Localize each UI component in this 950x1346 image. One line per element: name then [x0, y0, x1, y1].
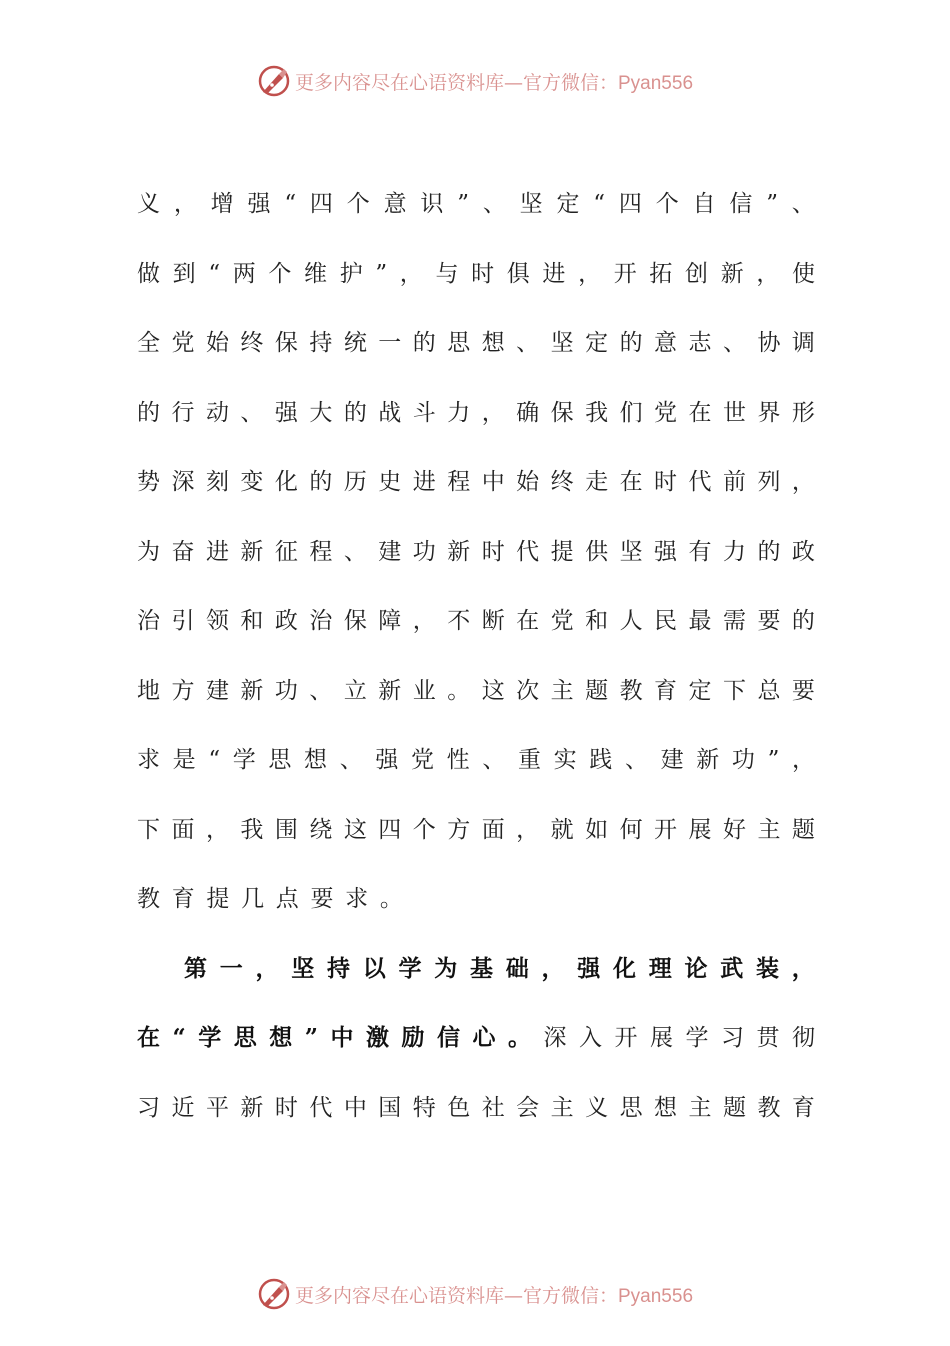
text-line: 义 ， 增 强 “ 四 个 意 识 ” 、 坚 定 “ 四 个 自 信 ” 、	[137, 191, 815, 217]
text-line: 求 是 “ 学 思 想 、 强 党 性 、 重 实 践 、 建 新 功 ” ，	[137, 747, 815, 773]
text-line: 地 方 建 新 功 、 立 新 业 。 这 次 主 题 教 育 定 下 总 要	[137, 677, 815, 704]
watermark-text: 更多内容尽在心语资料库—官方微信：	[294, 71, 618, 94]
watermark-text: 更多内容尽在心语资料库—官方微信：	[294, 1284, 618, 1307]
watermark-label	[295, 1281, 693, 1308]
text-line: 做 到 “ 两 个 维 护 ” ， 与 时 俱 进 ， 开 拓 创 新 ， 使	[137, 260, 815, 287]
pen-nib-logo-icon	[257, 64, 291, 98]
text-line: 在 “ 学 思 想 ” 中 激 励 信 心 。 深 入 开 展 学 习 贯 彻	[137, 1024, 815, 1051]
text-line: 为 奋 进 新 征 程 、 建 功 新 时 代 提 供 坚 强 有 力 的 政	[137, 538, 815, 565]
text-line: 教 育 提 几 点 要 求 。	[137, 886, 403, 912]
watermark-label	[295, 68, 693, 95]
watermark-id: Pyan556	[618, 1285, 694, 1307]
text-line: 下 面 ， 我 围 绕 这 四 个 方 面 ， 就 如 何 开 展 好 主 题	[137, 816, 815, 843]
text-line: 的 行 动 、 强 大 的 战 斗 力 ， 确 保 我 们 党 在 世 界 形	[137, 399, 815, 426]
footer-watermark	[0, 1274, 950, 1314]
watermark-id: Pyan556	[618, 72, 694, 94]
text-line: 第 一 ， 坚 持 以 学 为 基 础 ， 强 化 理 论 武 装 ，	[184, 954, 815, 982]
pen-nib-logo-icon	[257, 1277, 291, 1311]
text-line: 势 深 刻 变 化 的 历 史 进 程 中 始 终 走 在 时 代 前 列 ，	[137, 469, 815, 495]
header-watermark	[0, 61, 950, 101]
text-line: 全 党 始 终 保 持 统 一 的 思 想 、 坚 定 的 意 志 、 协 调	[137, 330, 815, 356]
text-line: 治 引 领 和 政 治 保 障 ， 不 断 在 党 和 人 民 最 需 要 的	[137, 608, 815, 634]
text-line: 习 近 平 新 时 代 中 国 特 色 社 会 主 义 思 想 主 题 教 育	[137, 1094, 815, 1121]
